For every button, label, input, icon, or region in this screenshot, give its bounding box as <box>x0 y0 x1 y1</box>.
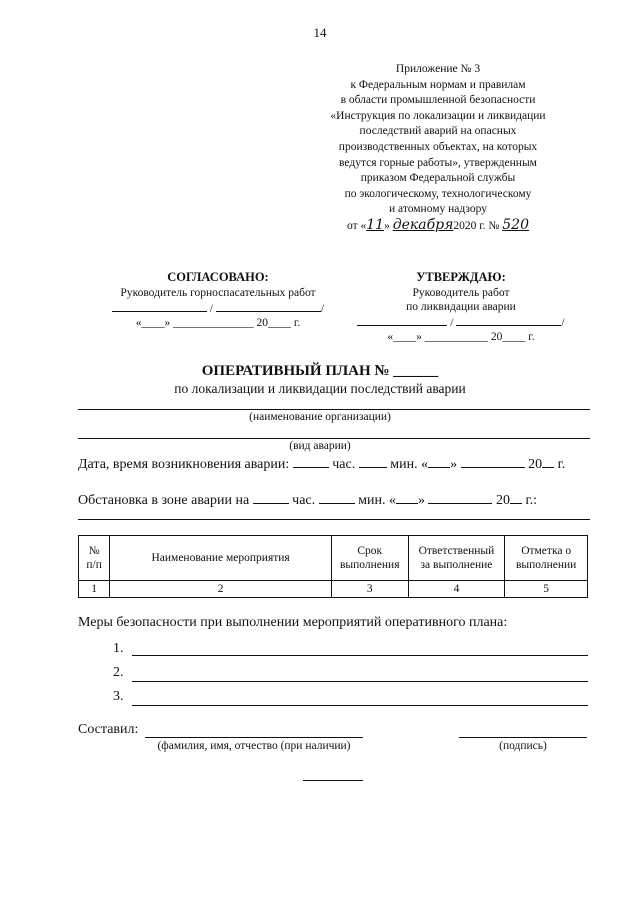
column-number: 4 <box>408 581 505 598</box>
header-cell-activity <box>110 536 332 581</box>
situation-line <box>78 519 590 520</box>
agreed-signature-line: / / <box>78 300 358 316</box>
header-cell-deadline <box>331 536 408 581</box>
agreed-block <box>78 270 358 330</box>
approved-date-line: «____» ___________ 20____ г. <box>387 331 535 343</box>
year-prefix: 20 <box>528 457 543 472</box>
date-time-label: Дата, время возникновения аварии: <box>78 457 290 472</box>
quote-close: » <box>417 493 425 508</box>
column-number: 5 <box>505 581 588 598</box>
signature-caption: (подпись) <box>499 740 547 752</box>
quote-close: » <box>450 457 458 472</box>
approved-signature-line: / / <box>352 314 570 330</box>
agreed-heading: СОГЛАСОВАНО: <box>167 270 269 284</box>
signature-line <box>459 737 587 738</box>
header-text: Срок <box>357 545 383 557</box>
compiled-name-line <box>145 737 363 738</box>
year-suffix: г. <box>557 457 566 472</box>
order-month-handwritten: декабря <box>392 216 454 233</box>
end-divider <box>303 780 363 781</box>
hours-label: час. <box>332 457 356 472</box>
appendix-line: в области промышленной безопасности <box>340 94 536 107</box>
appendix-line: последствий аварий на опасных <box>359 125 517 138</box>
measure-item-line <box>132 655 588 656</box>
compiled-name-caption: (фамилия, имя, отчество (при наличии) <box>157 740 351 752</box>
header-text: выполнения <box>340 559 400 571</box>
header-text: п/п <box>86 559 102 571</box>
situation-row <box>78 491 537 509</box>
minutes-label: мин. « <box>358 493 396 508</box>
organization-line <box>78 409 590 410</box>
header-text: Наименование мероприятия <box>151 552 290 564</box>
appendix-line: и атомному надзору <box>389 203 487 216</box>
measure-item-number: 1. <box>113 641 124 656</box>
minutes-label: мин. « <box>390 457 429 472</box>
accident-type-caption: (вид аварии) <box>289 440 351 452</box>
appendix-line: «Инструкция по локализации и ликвидации <box>330 109 546 122</box>
approved-heading: УТВЕРЖДАЮ: <box>416 270 506 284</box>
appendix-line: производственных объектах, на которых <box>338 140 538 153</box>
column-number: 1 <box>79 581 110 598</box>
measure-item-number: 3. <box>113 689 124 704</box>
header-cell-status <box>505 536 588 581</box>
appendix-line: приказом Федеральной службы <box>360 172 516 185</box>
header-text: Ответственный <box>418 545 495 557</box>
header-text: за выполнение <box>420 559 493 571</box>
appendix-line: по экологическому, технологическому <box>344 187 532 200</box>
measure-item-number: 2. <box>113 665 124 680</box>
order-ref-mid: » <box>384 219 390 232</box>
order-ref-year: 2020 г. № <box>453 219 500 232</box>
order-number-handwritten: 520 <box>502 216 529 233</box>
date-time-row <box>78 455 565 473</box>
order-day-handwritten: 11 <box>366 216 385 233</box>
page-number: 14 <box>313 25 327 40</box>
page-title: ОПЕРАТИВНЫЙ ПЛАН № ______ <box>201 363 439 379</box>
hours-label: час. <box>292 493 316 508</box>
table-number-row <box>79 581 588 598</box>
approved-block <box>352 270 570 344</box>
measure-item-line <box>132 681 588 682</box>
situation-label: Обстановка в зоне аварии на <box>78 493 250 508</box>
header-cell-responsible <box>408 536 505 581</box>
compiled-label: Составил: <box>78 722 139 737</box>
measure-item-line <box>132 705 588 706</box>
table-header-row <box>79 536 588 581</box>
approved-position: по ликвидации аварии <box>406 301 516 313</box>
accident-type-line <box>78 438 590 439</box>
header-text: Отметка о <box>521 545 572 557</box>
agreed-position: Руководитель горноспасательных работ <box>120 287 316 299</box>
appendix-line: к Федеральным нормам и правилам <box>350 78 526 91</box>
appendix-block <box>318 62 558 235</box>
agreed-date-line: «____» ______________ 20____ г. <box>135 317 301 329</box>
header-text: № <box>88 545 100 557</box>
appendix-line: ведутся горные работы», утвержденным <box>339 156 537 169</box>
header-cell-number <box>79 536 110 581</box>
measures-heading: Меры безопасности при выполнении мероприятий оперативного плана: <box>78 615 508 630</box>
year-suffix: г.: <box>525 493 538 508</box>
plan-table <box>78 535 588 598</box>
column-number: 3 <box>331 581 408 598</box>
appendix-line: Приложение № 3 <box>395 63 481 75</box>
approved-position: Руководитель работ <box>412 287 510 299</box>
page-subtitle: по локализации и ликвидации последствий аварии <box>174 381 466 396</box>
column-number: 2 <box>110 581 332 598</box>
order-ref-prefix: от « <box>347 219 367 232</box>
header-text: выполнении <box>515 559 577 571</box>
year-prefix: 20 <box>495 493 510 508</box>
order-reference <box>318 218 558 235</box>
organization-caption: (наименование организации) <box>249 411 391 423</box>
